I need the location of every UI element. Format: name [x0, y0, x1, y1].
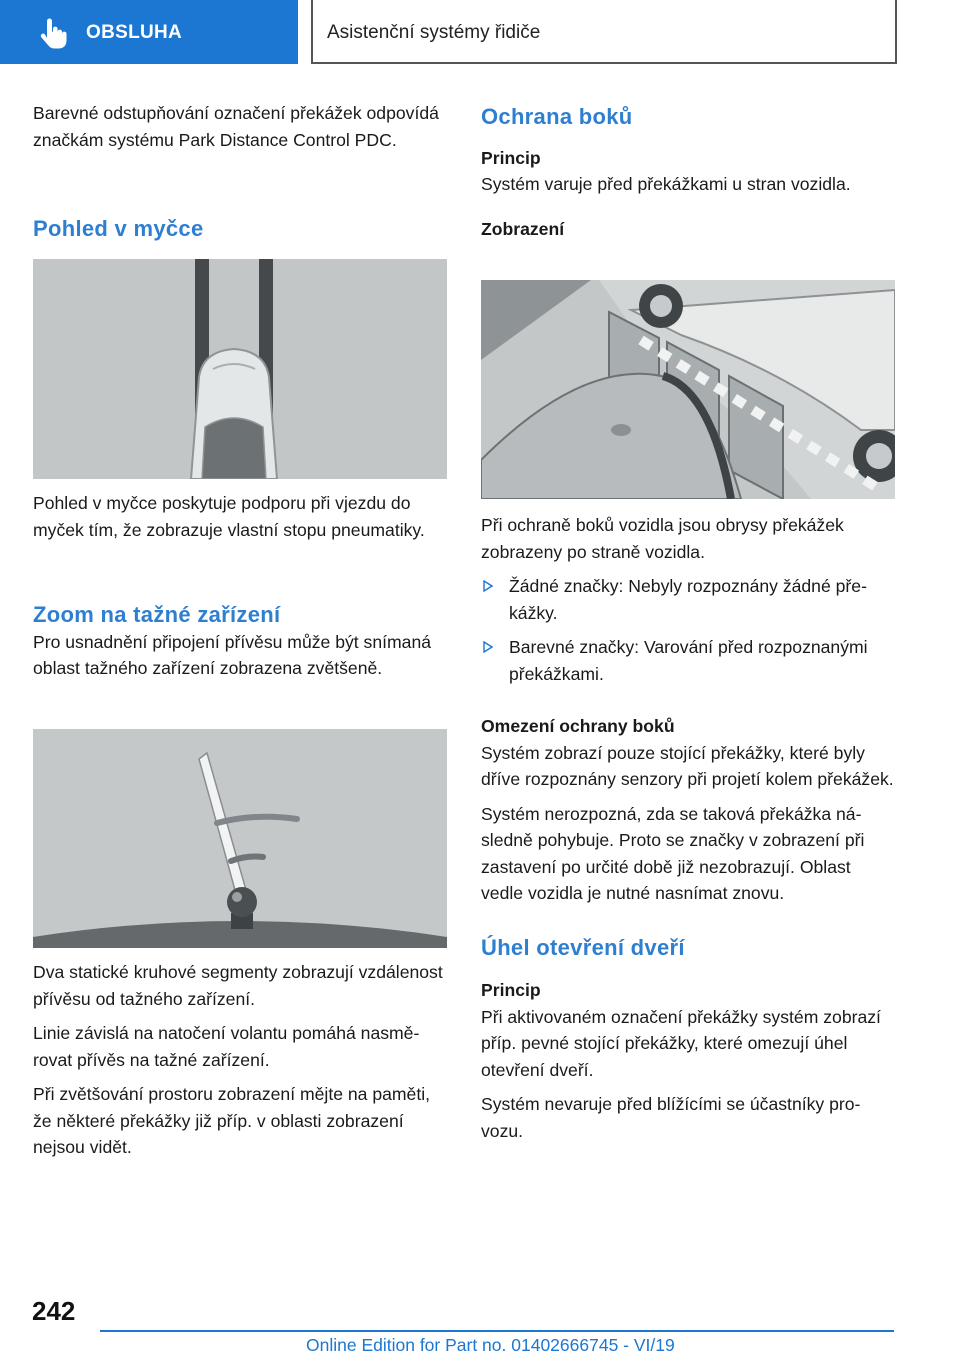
triangle-bullet-icon — [483, 580, 493, 592]
wash-caption: Pohled v myčce poskytuje podporu při vjezdu do myček tím, že zobrazuje vlastní stopu pneumatiky. — [33, 493, 425, 540]
limits-paragraph-1: Systém zobrazí pouze stojící překážky, které byly dříve rozpoznány senzory při projetí kolem překážek. — [481, 742, 894, 789]
tow-paragraph-2: Linie závislá na natočení volantu pomáhá nasměrovat přívěs na tažné zařízení. — [33, 1023, 420, 1070]
principle-heading: Princip — [481, 147, 541, 168]
wash-caption-block — [33, 490, 448, 551]
tow-block — [33, 602, 448, 690]
side-protection-illustration — [481, 280, 895, 499]
wash-heading-block — [33, 216, 448, 243]
car-wash-illustration — [33, 259, 447, 479]
tow-notes-block — [33, 959, 448, 1169]
bullet-text: Barevné značky: Varování před rozpoznanými překážkami. — [509, 637, 868, 684]
tow-zoom-heading: Zoom na tažné zařízení — [33, 602, 281, 627]
edition-text: Online Edition for Part no. 01402666745 - VI/19 — [306, 1335, 675, 1355]
chapter-title: Asistenční systémy řidiče — [327, 22, 541, 43]
door-paragraph-2: Systém nevaruje před blížícími se účastníky provozu. — [481, 1094, 861, 1141]
footer-divider — [100, 1330, 894, 1332]
hand-pointer-icon — [38, 18, 68, 50]
bullet-no-marks — [481, 573, 896, 626]
side-protection-figure — [481, 280, 895, 499]
principle-text: Systém varuje před překážkami u stran vozidla. — [481, 174, 851, 194]
intro-paragraph: Barevné odstupňování označení překážek odpovídá značkám systému Park Distance Control PDC. — [33, 103, 439, 150]
chapter-header — [311, 0, 897, 64]
section-label: OBSLUHA — [86, 22, 183, 43]
section-tab — [0, 0, 298, 64]
tow-paragraph-3: Při zvětšování prostoru zobrazení mějte na paměti, že některé překážky již příp. v oblasti zobrazení nejsou vidět. — [33, 1084, 431, 1157]
triangle-bullet-icon — [483, 641, 493, 653]
side-protection-block — [481, 104, 896, 242]
bullet-color-marks — [481, 634, 896, 687]
door-principle-heading: Princip — [481, 980, 541, 1000]
side-protection-heading: Ochrana boků — [481, 104, 633, 129]
limits-paragraph-2: Systém nerozpozná, zda se taková překážka následně pohybuje. Proto se značky v zobrazení při zastavení po určité době již nezobrazují. Oblast vedle vozidla je nutné nasnímat znovu. — [481, 803, 865, 903]
wash-view-figure — [33, 259, 447, 479]
tow-intro: Pro usnadnění připojení přívěsu může být snímaná oblast tažného zařízení zobrazena zvětšeně. — [33, 631, 432, 678]
tow-zoom-figure — [33, 729, 447, 948]
tow-paragraph-1: Dva statické kruhové segmenty zobrazují vzdálenost přívěsu od tažného zařízení. — [33, 962, 443, 1009]
display-details-block — [481, 512, 896, 1152]
tow-hitch-illustration — [33, 729, 447, 948]
intro-block — [33, 100, 448, 161]
door-paragraph-1: Při aktivovaném označení překážky systém zobrazí příp. pevné stojící překážky, které omezují úhel otevření dveří. — [481, 1006, 881, 1080]
wash-view-heading: Pohled v myčce — [33, 216, 204, 241]
bullet-text: Žádné značky: Nebyly rozpoznány žádné překážky. — [509, 576, 867, 623]
page-number: 242 — [32, 1296, 76, 1326]
limits-heading: Omezení ochrany boků — [481, 716, 675, 736]
display-heading: Zobrazení — [481, 218, 565, 239]
display-caption: Při ochraně boků vozidla jsou obrysy překážek zobrazeny po straně vozidla. — [481, 515, 844, 562]
door-angle-heading: Úhel otevření dveří — [481, 934, 685, 960]
